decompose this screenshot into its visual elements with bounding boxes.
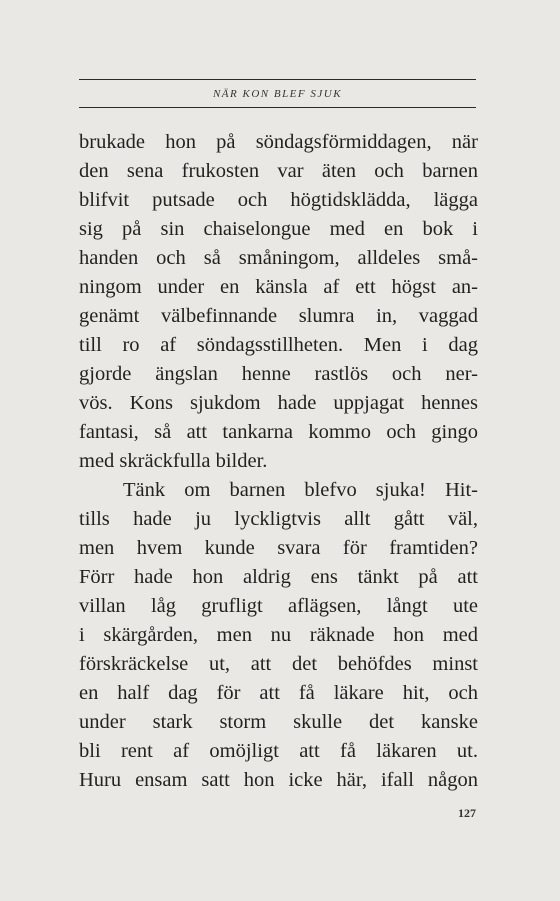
running-head: NÄR KON BLEF SJUK: [212, 88, 343, 100]
text-line: till ro af söndagsstillheten. Men i dag: [79, 334, 478, 356]
text-line: en half dag för att få läkare hit, och: [79, 682, 478, 704]
body-text: [79, 128, 478, 795]
text-line: handen och så småningom, alldeles små-: [79, 247, 478, 269]
text-line: vös. Kons sjukdom hade uppjagat hennes: [79, 392, 478, 414]
text-line: ningom under en känsla af ett högst an-: [79, 276, 478, 298]
text-line: sig på sin chaiselongue med en bok i: [79, 218, 478, 240]
text-line: med skräckfulla bilder.: [79, 450, 268, 472]
text-line: Tänk om barnen blefvo sjuka! Hit-: [123, 479, 478, 501]
text-line: förskräckelse ut, att det behöfdes minst: [79, 653, 478, 675]
text-line: blifvit putsade och högtidsklädda, lägga: [79, 189, 478, 211]
text-line: villan låg grufligt aflägsen, långt ute: [79, 595, 478, 617]
text-line: Huru ensam satt hon icke här, ifall någon: [79, 769, 478, 791]
text-line: men hvem kunde svara för framtiden?: [79, 537, 478, 559]
text-line: Förr hade hon aldrig ens tänkt på att: [79, 566, 478, 588]
text-line: i skärgården, men nu räknade hon med: [79, 624, 478, 646]
page-number: 127: [458, 806, 476, 820]
text-line: fantasi, så att tankarna kommo och gingo: [79, 421, 478, 443]
header-rule-top: [79, 79, 476, 80]
text-line: under stark storm skulle det kanske: [79, 711, 478, 733]
header-rule-bottom: [79, 107, 476, 108]
text-line: brukade hon på söndagsförmiddagen, när: [79, 131, 478, 153]
text-line: den sena frukosten var äten och barnen: [79, 160, 478, 182]
text-line: genämt välbefinnande slumra in, vaggad: [79, 305, 478, 327]
text-line: gjorde ängslan henne rastlös och ner-: [79, 363, 478, 385]
text-line: bli rent af omöjligt att få läkaren ut.: [79, 740, 478, 762]
text-line: tills hade ju lyckligtvis allt gått väl,: [79, 508, 478, 530]
